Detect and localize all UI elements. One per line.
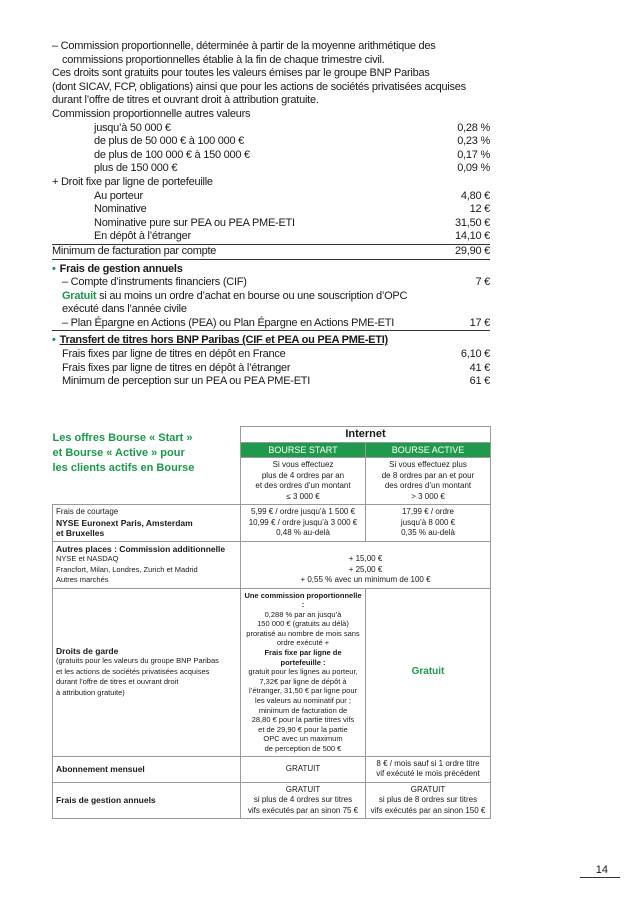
pea-row: – Plan Épargne en Actions (PEA) ou Plan Épargne en Actions PME-ETI 17 € — [52, 317, 490, 332]
gestion-start: GRATUIT si plus de 4 ordres sur titres vifs exécutés par an sinon 75 € — [241, 782, 366, 819]
table-row — [53, 588, 491, 756]
gestion-title: • Frais de gestion annuels — [52, 262, 183, 275]
offers-title: Les offres Bourse « Start » et Bourse « Active » pour les clients actifs en Bourse — [52, 431, 195, 474]
page-number: 14 — [595, 864, 608, 876]
intro-line: commissions proportionnelles établie à la fin de chaque trimestre civil. — [62, 53, 385, 66]
abonnement-start: GRATUIT — [241, 756, 366, 782]
courtage-active: 17,99 € / ordre jusqu’à 8 000 € 0,35 % au-delà — [366, 505, 491, 542]
garde-active: Gratuit — [366, 588, 491, 756]
internet-header: Internet — [241, 427, 491, 443]
fixed-row: Nominative 12 € — [94, 203, 490, 216]
gestion-active: GRATUIT si plus de 8 ordres sur titres vifs exécutés par an sinon 150 € — [366, 782, 491, 819]
fixed-row: Nominative pure sur PEA ou PEA PME-ETI 31,50 € — [94, 216, 490, 229]
bourse-start-header: BOURSE START — [241, 442, 366, 458]
transfert-row: Frais fixes par ligne de titres en dépôt en France 6,10 € — [62, 348, 490, 361]
bullet-icon: • — [52, 334, 56, 347]
intro-line: – Commission proportionnelle, déterminée à partir de la moyenne arithmétique des — [52, 40, 436, 52]
commission-row: plus de 150 000 € 0,09 % — [94, 162, 490, 175]
page-number-rule — [580, 877, 620, 878]
start-description: Si vous effectuez plus de 4 ordres par an et des ordres d’un montant ≤ 3 000 € — [241, 458, 366, 505]
commission-row: jusqu’à 50 000 € 0,28 % — [94, 121, 490, 134]
commission-title: Commission proportionnelle autres valeurs — [52, 107, 251, 120]
transfert-row: Frais fixes par ligne de titres en dépôt à l’étranger 41 € — [62, 361, 490, 374]
table-row — [53, 541, 491, 588]
commission-row: de plus de 50 000 € à 100 000 € 0,23 % — [94, 135, 490, 148]
cif-note: exécuté dans l’année civile — [62, 303, 187, 316]
autres-label: Autres places : Commission additionnelle NYSE et NASDAQ Francfort, Milan, Londres, Zurich et Madrid Autres marchés — [53, 541, 241, 588]
intro-line: (dont SICAV, FCP, obligations) ainsi que pour les actions de sociétés privatisées acquises — [52, 80, 466, 93]
cif-note: Gratuit si au moins un ordre d’achat en bourse ou une souscription d’OPC — [62, 289, 408, 302]
bourse-active-header: BOURSE ACTIVE — [366, 442, 491, 458]
transfert-title: • Transfert de titres hors BNP Paribas (CIF et PEA ou PEA PME-ETI) — [52, 334, 388, 347]
cif-row: – Compte d’instruments financiers (CIF) 7 € — [62, 276, 490, 289]
intro-line: Ces droits sont gratuits pour toutes les valeurs émises par le groupe BNP Paribas — [52, 67, 430, 80]
minimum-row: Minimum de facturation par compte 29,90 € — [52, 245, 490, 260]
garde-label: Droits de garde (gratuits pour les valeurs du groupe BNP Paribas et les actions de sociétés privatisées acquises durant l’offre de titres et ouvrant droit à attribution gratuite) — [53, 588, 241, 756]
offers-table — [52, 426, 491, 819]
table-row — [53, 782, 491, 819]
table-row — [53, 505, 491, 542]
commission-row: de plus de 100 000 € à 150 000 € 0,17 % — [94, 148, 490, 161]
abonnement-active: 8 € / mois sauf si 1 ordre titre vif exécuté le mois précédent — [366, 756, 491, 782]
intro-line: durant l’offre de titres et ouvrant droit à attribution gratuite. — [52, 94, 319, 107]
bullet-icon: • — [52, 262, 56, 275]
fixed-title: + Droit fixe par ligne de portefeuille — [52, 175, 213, 188]
fixed-row: En dépôt à l’étranger 14,10 € — [52, 230, 490, 245]
courtage-start: 5,99 € / ordre jusqu’à 1 500 € 10,99 € / ordre jusqu’à 3 000 € 0,48 % au-delà — [241, 505, 366, 542]
fixed-row: Au porteur 4,80 € — [94, 189, 490, 202]
active-description: Si vous effectuez plus de 8 ordres par an et pour des ordres d’un montant > 3 000 € — [366, 458, 491, 505]
table-row — [53, 756, 491, 782]
garde-start: Une commission proportionnelle : 0,288 % par an jusqu’à 150 000 € (gratuits au délà) proratisé au nombre de mois sans ordre exécuté + Frais fixe par ligne de portefeuille : gratuit pour les lignes au porteur, 7,32€ par ligne de dépôt à l’étranger, 31,50 € par ligne pour les valeurs au nominatif pur ; minimum de facturation de 28,80 € pour la partie titres vifs et de 29,90 € pour la partie OPC avec un maximum de perception de 500 € — [241, 588, 366, 756]
transfert-row: Minimum de perception sur un PEA ou PEA PME-ETI 61 € — [62, 375, 490, 388]
courtage-label: Frais de courtage NYSE Euronext Paris, Amsterdam et Bruxelles — [53, 505, 241, 542]
fees-section — [52, 40, 490, 389]
autres-values: + 15,00 € + 25,00 € + 0,55 % avec un minimum de 100 € — [241, 541, 491, 588]
gestion-label: Frais de gestion annuels — [53, 782, 241, 819]
abonnement-label: Abonnement mensuel — [53, 756, 241, 782]
